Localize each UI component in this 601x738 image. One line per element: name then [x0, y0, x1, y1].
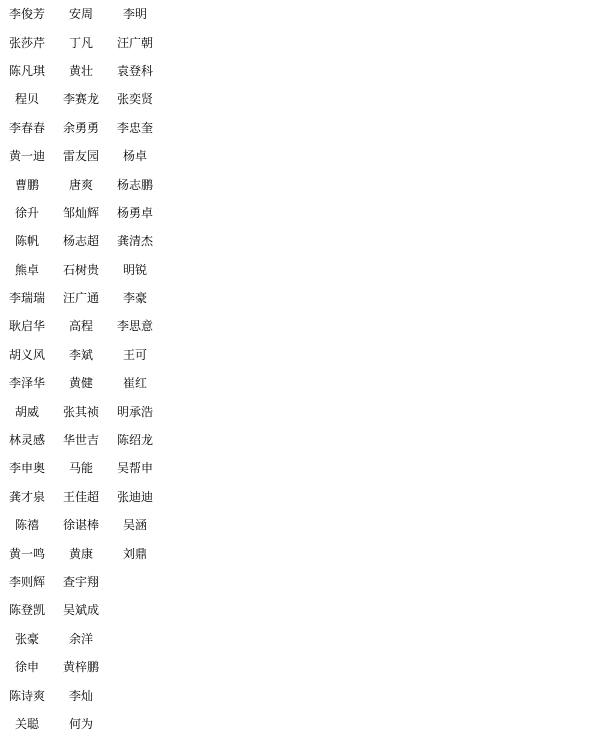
- name-cell: 杨卓: [122, 149, 147, 164]
- name-cell: [108, 625, 162, 653]
- name-cell: 汪广朝: [116, 35, 153, 50]
- name-cell: 张奕贤: [116, 92, 153, 107]
- name-cell: 陈诗爽: [8, 688, 45, 703]
- table-row: [0, 454, 162, 482]
- name-cell: 陈凡琪: [8, 63, 45, 78]
- name-cell: 徐升: [14, 205, 39, 220]
- table-row: [0, 227, 162, 255]
- name-cell: 胡威: [14, 404, 39, 419]
- name-cell: 耿启华: [8, 319, 45, 334]
- table-row: [0, 539, 162, 567]
- name-cell: 华世吉: [62, 433, 99, 448]
- table-row: [0, 0, 162, 28]
- table-row: [0, 284, 162, 312]
- table-row: [0, 625, 162, 653]
- name-cell: 高程: [68, 319, 93, 334]
- name-cell: 李申奥: [8, 461, 45, 476]
- table-row: [0, 426, 162, 454]
- name-cell: 安周: [68, 7, 93, 22]
- name-cell: 陈禧: [14, 518, 39, 533]
- table-row: [0, 170, 162, 198]
- name-cell: 黄康: [68, 546, 93, 561]
- name-cell: 杨勇卓: [116, 205, 153, 220]
- name-cell: 余勇勇: [62, 120, 99, 135]
- name-cell: 查宇翔: [62, 575, 99, 589]
- table-row: [0, 256, 162, 284]
- name-cell: 李灿: [68, 688, 93, 703]
- name-cell: 李春春: [8, 120, 45, 135]
- name-cell: 汪广通: [62, 291, 99, 306]
- name-cell: 陈绍龙: [116, 433, 153, 448]
- name-cell: 林灵感: [8, 433, 45, 448]
- table-row: [0, 369, 162, 397]
- table-row: [0, 142, 162, 170]
- name-list-body: [0, 0, 162, 738]
- table-row: [0, 397, 162, 425]
- name-cell: 徐谌棒: [62, 518, 99, 533]
- table-row: [0, 57, 162, 85]
- name-cell: 马能: [68, 461, 93, 476]
- table-row: [0, 483, 162, 511]
- name-cell: 吴帮申: [116, 461, 153, 476]
- name-cell: 吴涵: [122, 518, 147, 533]
- name-cell: 陈帆: [14, 234, 39, 249]
- table-row: [0, 681, 162, 709]
- name-cell: 李瑞瑞: [8, 291, 45, 306]
- table-row: [0, 653, 162, 681]
- name-cell: 曹鹏: [14, 177, 39, 192]
- table-row: [0, 511, 162, 539]
- name-cell: 李斌: [68, 347, 93, 362]
- name-cell: 李明: [122, 7, 147, 22]
- name-cell: 雷友园: [62, 149, 99, 164]
- name-cell: 王可: [122, 347, 147, 362]
- name-cell: 刘鼎: [122, 546, 147, 561]
- name-cell: 何为: [68, 716, 93, 731]
- table-row: [0, 199, 162, 227]
- table-row: [0, 341, 162, 369]
- table-row: [0, 312, 162, 340]
- name-cell: 丁凡: [68, 35, 93, 50]
- name-cell: 李豪: [122, 291, 147, 306]
- name-cell: 明承浩: [116, 404, 153, 419]
- name-cell: 李赛龙: [62, 92, 99, 107]
- name-cell: 龚才泉: [8, 489, 45, 504]
- name-cell: [108, 681, 162, 709]
- name-cell: 张迪迪: [116, 489, 153, 504]
- name-cell: 李忠奎: [116, 120, 153, 135]
- name-cell: 李泽华: [8, 376, 45, 391]
- name-cell: 石树贵: [62, 262, 99, 277]
- name-cell: 张莎芹: [8, 35, 45, 50]
- name-cell: 黄梓鹏: [62, 660, 99, 675]
- name-cell: 袁登科: [116, 63, 153, 78]
- table-row: [0, 568, 162, 596]
- name-cell: 黄壮: [68, 63, 93, 78]
- name-cell: [108, 596, 162, 624]
- name-cell: 邹灿辉: [62, 205, 99, 220]
- name-cell: [108, 710, 162, 738]
- name-cell: [108, 568, 162, 596]
- name-cell: 唐爽: [68, 177, 93, 192]
- table-row: [0, 85, 162, 113]
- name-cell: 张其祯: [62, 404, 99, 419]
- name-cell: 明锐: [122, 262, 147, 277]
- name-cell: 李思意: [116, 319, 153, 334]
- name-cell: 吴斌成: [62, 603, 99, 618]
- name-cell: 黄一迪: [8, 149, 45, 164]
- name-cell: 王佳超: [62, 489, 99, 504]
- name-cell: 李俊芳: [8, 7, 45, 22]
- name-cell: [108, 653, 162, 681]
- table-row: [0, 28, 162, 56]
- name-cell: 崔红: [122, 376, 147, 391]
- name-cell: 杨志超: [62, 234, 99, 249]
- name-cell: 陈登凯: [8, 603, 45, 618]
- table-row: [0, 596, 162, 624]
- name-cell: 程贝: [14, 92, 39, 107]
- name-cell: 胡义风: [8, 347, 45, 362]
- name-cell: 黄健: [68, 376, 93, 391]
- name-list-table: [0, 0, 162, 738]
- name-cell: 熊卓: [14, 262, 39, 277]
- name-cell: 杨志鹏: [116, 177, 153, 192]
- name-cell: 张豪: [14, 631, 39, 646]
- name-cell: 余洋: [68, 631, 93, 646]
- name-cell: 李则辉: [8, 575, 45, 589]
- name-cell: 黄一鸣: [8, 546, 45, 561]
- name-cell: 徐申: [14, 660, 39, 675]
- table-row: [0, 710, 162, 738]
- name-cell: 龚清杰: [116, 234, 153, 249]
- name-cell: 关聪: [14, 716, 39, 731]
- table-row: [0, 114, 162, 142]
